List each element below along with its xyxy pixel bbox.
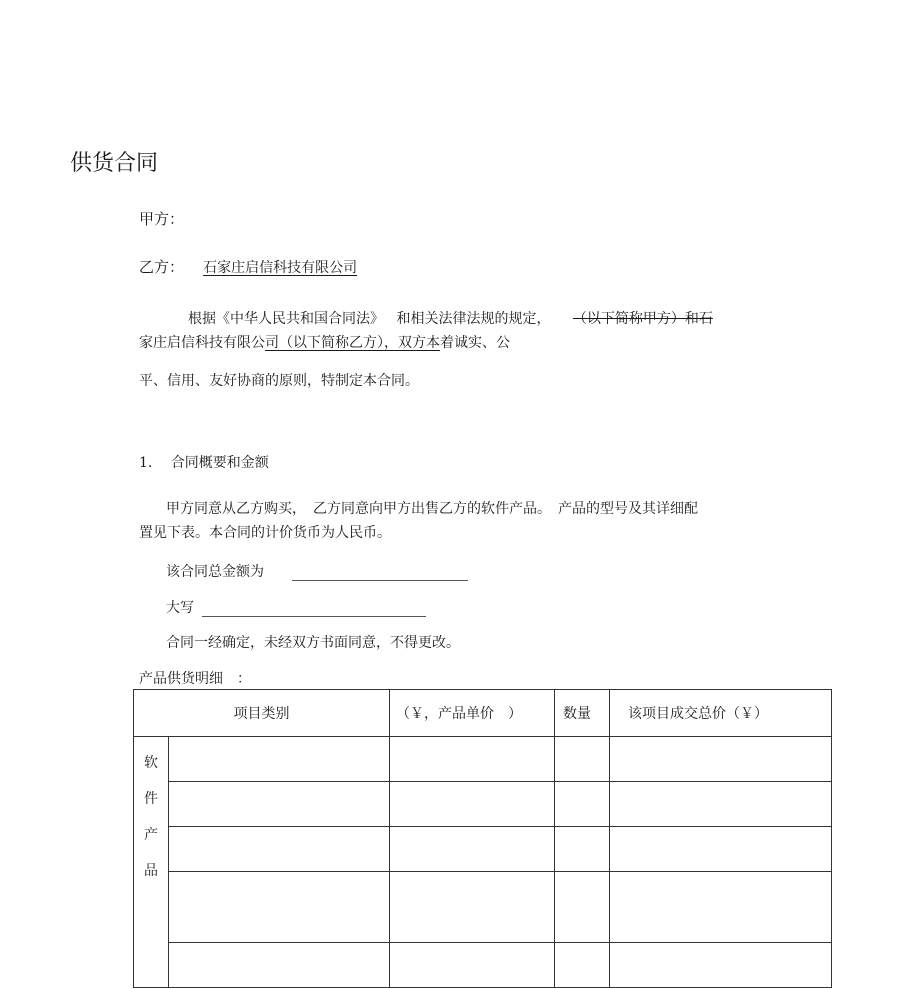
section-heading-text: 合同概要和金额 — [170, 455, 269, 471]
table-row — [134, 737, 832, 782]
table-cell[interactable] — [390, 872, 555, 943]
total-amount-blank[interactable] — [292, 566, 468, 581]
table-header-row — [134, 690, 832, 737]
no-change-clause: 合同一经确定，未经双方书面同意，不得更改。 — [166, 635, 460, 651]
table-row — [134, 872, 832, 943]
section-number: 1. — [139, 455, 153, 471]
product-detail-table — [133, 689, 832, 988]
intro-text: 着诚实、公 — [440, 335, 510, 351]
intro-text: 根据《中华人民共和国合同法》 — [188, 311, 384, 327]
intro-line-2 — [139, 332, 510, 352]
party-b-line — [139, 256, 383, 277]
party-b-label: 乙方： — [139, 258, 185, 276]
table-row — [134, 782, 832, 827]
intro-line-3: 平、信用、友好协商的原则，特制定本合同。 — [139, 373, 419, 389]
table-cell[interactable] — [169, 872, 390, 943]
table-cell[interactable] — [169, 943, 390, 988]
side-char: 件 — [144, 791, 158, 807]
table-cell[interactable] — [555, 943, 610, 988]
section-1-para-line-1: 甲方同意从乙方购买， 乙方同意向甲方出售乙方的软件产品。 产品的型号及其详细配 — [166, 501, 698, 517]
intro-text: 家庄启信科技有限公 — [139, 335, 265, 351]
header-total-price: 该项目成交总价（￥） — [610, 690, 832, 737]
table-cell[interactable] — [390, 827, 555, 872]
table-cell[interactable] — [610, 737, 832, 782]
table-cell[interactable] — [390, 943, 555, 988]
header-unit-price: （￥，产品单价 ） — [390, 690, 555, 737]
table-cell[interactable] — [169, 737, 390, 782]
table-row — [134, 943, 832, 988]
table-cell[interactable] — [610, 872, 832, 943]
contract-title: 供货合同 — [70, 151, 159, 176]
software-product-cell — [134, 737, 169, 988]
intro-struck-text: （以下简称甲方）和石 — [572, 311, 713, 327]
table-cell[interactable] — [555, 827, 610, 872]
capital-amount-label: 大写 — [166, 600, 194, 616]
table-cell[interactable] — [555, 737, 610, 782]
party-b-name: 石家庄启信科技有限公司 — [203, 260, 358, 276]
side-char: 产 — [144, 827, 158, 843]
table-cell[interactable] — [610, 943, 832, 988]
capital-amount-line — [166, 597, 426, 617]
table-cell[interactable] — [555, 782, 610, 827]
intro-underlined-text: 司（以下简称乙方），双方本 — [265, 335, 440, 351]
header-category: 项目类别 — [134, 690, 390, 737]
section-1-para-line-2: 置见下表。本合同的计价货币为人民币。 — [139, 525, 391, 541]
table-cell[interactable] — [169, 827, 390, 872]
table-cell[interactable] — [610, 827, 832, 872]
table-cell[interactable] — [555, 872, 610, 943]
table-row — [134, 827, 832, 872]
table-cell[interactable] — [390, 737, 555, 782]
section-1-heading — [139, 452, 269, 472]
table-cell[interactable] — [169, 782, 390, 827]
party-a-label: 甲方： — [139, 210, 185, 228]
intro-line-1 — [188, 308, 713, 328]
total-amount-label: 该合同总金额为 — [166, 564, 264, 580]
header-quantity: 数量 — [555, 690, 610, 737]
detail-label: 产品供货明细 ： — [139, 671, 251, 687]
capital-amount-blank[interactable] — [202, 602, 426, 617]
side-char: 品 — [144, 863, 158, 879]
table-cell[interactable] — [390, 782, 555, 827]
side-char: 软 — [144, 755, 158, 771]
intro-text: 和相关法律法规的规定， — [396, 311, 551, 327]
table-cell[interactable] — [610, 782, 832, 827]
total-amount-line — [166, 561, 468, 581]
